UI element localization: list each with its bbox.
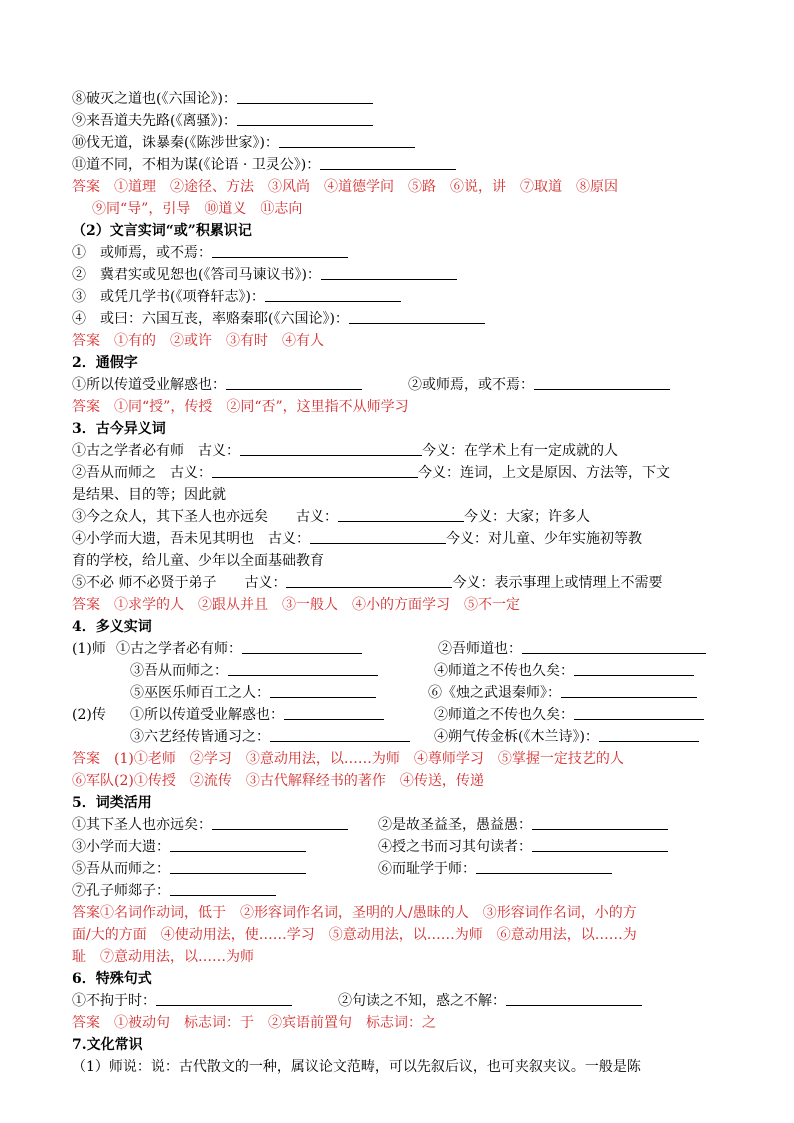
answer-blank[interactable] <box>170 837 306 852</box>
answer-line: 耻 ⑦意动用法，以……为师 <box>72 949 254 965</box>
answer-line: 答案 ①有的 ②或许 ③有时 ④有人 <box>72 333 324 349</box>
question-line: ③六艺经传皆通习之： ④朔气传金柝(《木兰诗》)： <box>72 726 732 748</box>
answer-blank[interactable] <box>265 287 401 302</box>
question-line: ①其下圣人也亦远矣： ②是故圣益圣，愚益愚： <box>72 814 732 836</box>
answer-blank[interactable] <box>279 133 415 148</box>
answer-blank[interactable] <box>310 529 446 544</box>
answer-blank[interactable] <box>320 155 456 170</box>
question-line: (1)师 ①古之学者必有师： ②吾师道也： <box>72 638 732 660</box>
question-line-cont: 育的学校，给儿童、少年以全面基础教育 <box>72 553 324 569</box>
answer-blank[interactable] <box>321 265 457 280</box>
answer-line: 答案 (1)①老师 ②学习 ③意动用法，以……为师 ④尊师学习 ⑤掌握一定技艺的人 <box>72 751 624 767</box>
answer-blank[interactable] <box>574 661 694 676</box>
question-line: ①所以传道受业解惑也： ②或师焉，或不焉： <box>72 374 732 396</box>
answer-blank[interactable] <box>226 375 362 390</box>
question-line: ⑪道不同，不相为谋(《论语 · 卫灵公》)： <box>72 154 732 176</box>
answer-blank[interactable] <box>212 243 348 258</box>
answer-blank[interactable] <box>561 683 697 698</box>
question-line: ⑤巫医乐师百工之人： ⑥《烛之武退秦师》： <box>72 682 732 704</box>
answer-blank[interactable] <box>286 573 452 588</box>
answer-blank[interactable] <box>156 991 292 1006</box>
question-line: ③小学而大遗： ④授之书而习其句读者： <box>72 836 732 858</box>
question-line: ③今之众人，其下圣人也亦远矣 古义： 今义：大家；许多人 <box>72 509 590 525</box>
answer-blank[interactable] <box>599 727 699 742</box>
answer-blank[interactable] <box>349 309 485 324</box>
question-line: ①不拘于时： ②句读之不知，惑之不解： <box>72 990 732 1012</box>
answer-line: 面/大的方面 ④使动用法，使……学习 ⑤意动用法，以……为师 ⑥意动用法，以……为 <box>72 927 637 943</box>
question-line: ④ 或曰：六国互丧，率赂秦耶(《六国论》)： <box>72 308 732 330</box>
document-page <box>72 88 732 1078</box>
question-line: ①古之学者必有师 古义： 今义：在学术上有一定成就的人 <box>72 443 618 459</box>
answer-line: 答案①名词作动词，低于 ②形容词作名词，圣明的人/愚昧的人 ③形容词作名词，小的方 <box>72 905 637 921</box>
section-title: 5．词类活用 <box>72 795 152 811</box>
subsection-title: （2）文言实词“或”积累识记 <box>72 223 252 239</box>
answer-blank[interactable] <box>506 991 642 1006</box>
question-line: ③ 或凭几学书(《项脊轩志》)： <box>72 286 732 308</box>
question-line: ② 冀君实或见恕也(《答司马谏议书》)： <box>72 264 732 286</box>
question-line: ④小学而大遗，吾未见其明也 古义： 今义：对儿童、少年实施初等教 <box>72 531 642 547</box>
answer-blank[interactable] <box>212 463 418 478</box>
answer-blank[interactable] <box>476 859 612 874</box>
question-line: ⑩伐无道，诛暴秦(《陈涉世家》)： <box>72 132 732 154</box>
paragraph-line: （1）师说：说：古代散文的一种，属议论文范畴，可以先叙后议，也可夹叙夹议。一般是陈 <box>72 1059 641 1075</box>
answer-blank[interactable] <box>170 881 276 896</box>
answer-blank[interactable] <box>532 815 668 830</box>
section-title: 7.文化常识 <box>72 1037 143 1053</box>
answer-blank[interactable] <box>532 837 668 852</box>
answer-blank[interactable] <box>237 111 373 126</box>
question-line: ① 或师焉，或不焉： <box>72 242 732 264</box>
answer-blank[interactable] <box>284 705 384 720</box>
answer-blank[interactable] <box>212 815 348 830</box>
section-title: 4．多义实词 <box>72 619 152 635</box>
answer-line: ⑥军队(2)①传授 ②流传 ③古代解释经书的著作 ④传送，传递 <box>72 773 484 789</box>
question-line: ⑤吾从而师之： ⑥而耻学于师： <box>72 858 732 880</box>
question-line: (2)传 ①所以传道受业解惑也： ②师道之不传也久矣： <box>72 704 732 726</box>
question-line: ⑦孔子师郯子： <box>72 880 732 902</box>
answer-line: 答案 ①道理 ②途径、方法 ③风尚 ④道德学问 ⑤路 ⑥说，讲 ⑦取道 ⑧原因 <box>72 179 618 195</box>
answer-blank[interactable] <box>170 859 306 874</box>
answer-line: 答案 ①求学的人 ②跟从并且 ③一般人 ④小的方面学习 ⑤不一定 <box>72 597 520 613</box>
question-line: ⑨来吾道夫先路(《离骚》)： <box>72 110 732 132</box>
answer-blank[interactable] <box>270 683 376 698</box>
question-line: ⑤不必 师不必贤于弟子 古义： 今义：表示事理上或情理上不需要 <box>72 575 663 591</box>
question-line: ②吾从而师之 古义： 今义：连词，上文是原因、方法等，下文 <box>72 465 670 481</box>
answer-blank[interactable] <box>338 507 464 522</box>
section-title: 3．古今异义词 <box>72 421 166 437</box>
answer-blank[interactable] <box>534 375 670 390</box>
question-line: ③吾从而师之： ④师道之不传也久矣： <box>72 660 732 682</box>
section-title: 2．通假字 <box>72 355 138 371</box>
section-title: 6．特殊句式 <box>72 971 152 987</box>
answer-line: ⑨同“导”，引导 ⑩道义 ⑪志向 <box>92 201 303 217</box>
answer-blank[interactable] <box>228 661 378 676</box>
answer-blank[interactable] <box>242 639 362 654</box>
answer-blank[interactable] <box>270 727 410 742</box>
answer-blank[interactable] <box>522 639 706 654</box>
answer-line: 答案 ①同“授”，传授 ②同“否”，这里指不从师学习 <box>72 399 409 415</box>
question-line: ⑧破灭之道也(《六国论》)： <box>72 88 732 110</box>
answer-blank[interactable] <box>574 705 704 720</box>
question-line-cont: 是结果、目的等；因此就 <box>72 487 226 503</box>
answer-line: 答案 ①被动句 标志词：于 ②宾语前置句 标志词：之 <box>72 1015 436 1031</box>
answer-blank[interactable] <box>240 441 422 456</box>
answer-blank[interactable] <box>237 89 373 104</box>
